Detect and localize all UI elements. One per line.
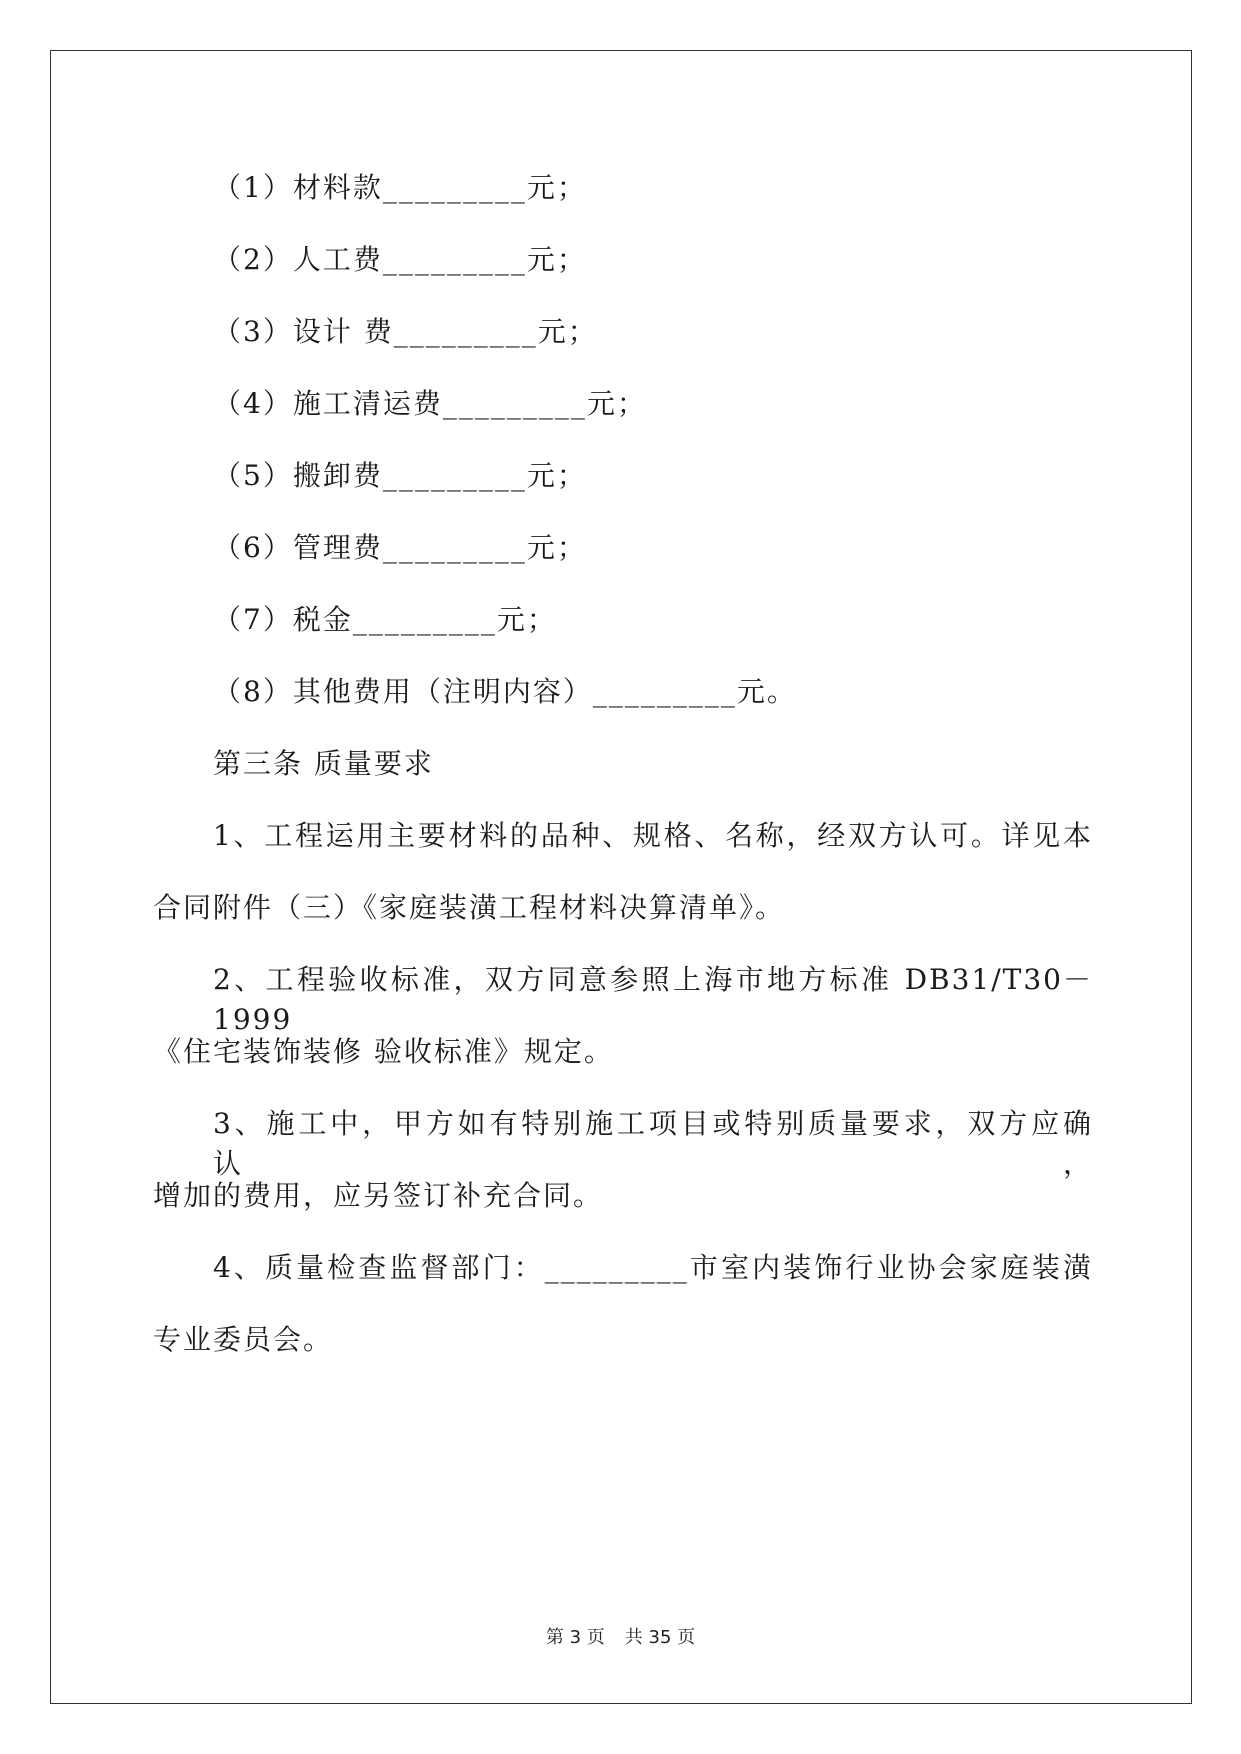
fee-item-materials: （1）材料款_________元； <box>213 171 587 204</box>
fee-item-tax: （7）税金_________元； <box>213 603 557 636</box>
fee-item-labor: （2）人工费_________元； <box>213 243 587 276</box>
fee-item-handling: （5）搬卸费_________元； <box>213 459 587 492</box>
page-footer <box>0 1623 1241 1649</box>
fee-item-management: （6）管理费_________元； <box>213 531 587 564</box>
clause-2-line-1: 2、工程验收标准，双方同意参照上海市地方标准 DB31/T30－1999 <box>213 963 1093 1036</box>
page-number: 第 3 页 <box>545 1627 605 1648</box>
clause-1-line-1: 1、工程运用主要材料的品种、规格、名称，经双方认可。详见本 <box>213 819 1093 852</box>
page-border <box>50 50 1192 1704</box>
clause-3-line-2: 增加的费用，应另签订补充合同。 <box>153 1179 604 1212</box>
section-heading-quality: 第三条 质量要求 <box>213 747 434 780</box>
fee-item-other: （8）其他费用（注明内容）_________元。 <box>213 675 797 708</box>
clause-4-line-1: 4、质量检查监督部门：_________市室内装饰行业协会家庭装潢 <box>213 1251 1093 1284</box>
clause-3-line-1: 3、施工中，甲方如有特别施工项目或特别质量要求，双方应确认， <box>213 1107 1093 1180</box>
fee-item-design: （3）设计 费_________元； <box>213 315 598 348</box>
fee-item-cleanup: （4）施工清运费_________元； <box>213 387 647 420</box>
clause-2-line-2: 《住宅装饰装修 验收标准》规定。 <box>153 1035 614 1068</box>
page-total: 共 35 页 <box>624 1627 696 1648</box>
clause-4-line-2: 专业委员会。 <box>153 1323 334 1356</box>
clause-1-line-2: 合同附件（三）《家庭装潢工程材料决算清单》。 <box>153 891 786 924</box>
